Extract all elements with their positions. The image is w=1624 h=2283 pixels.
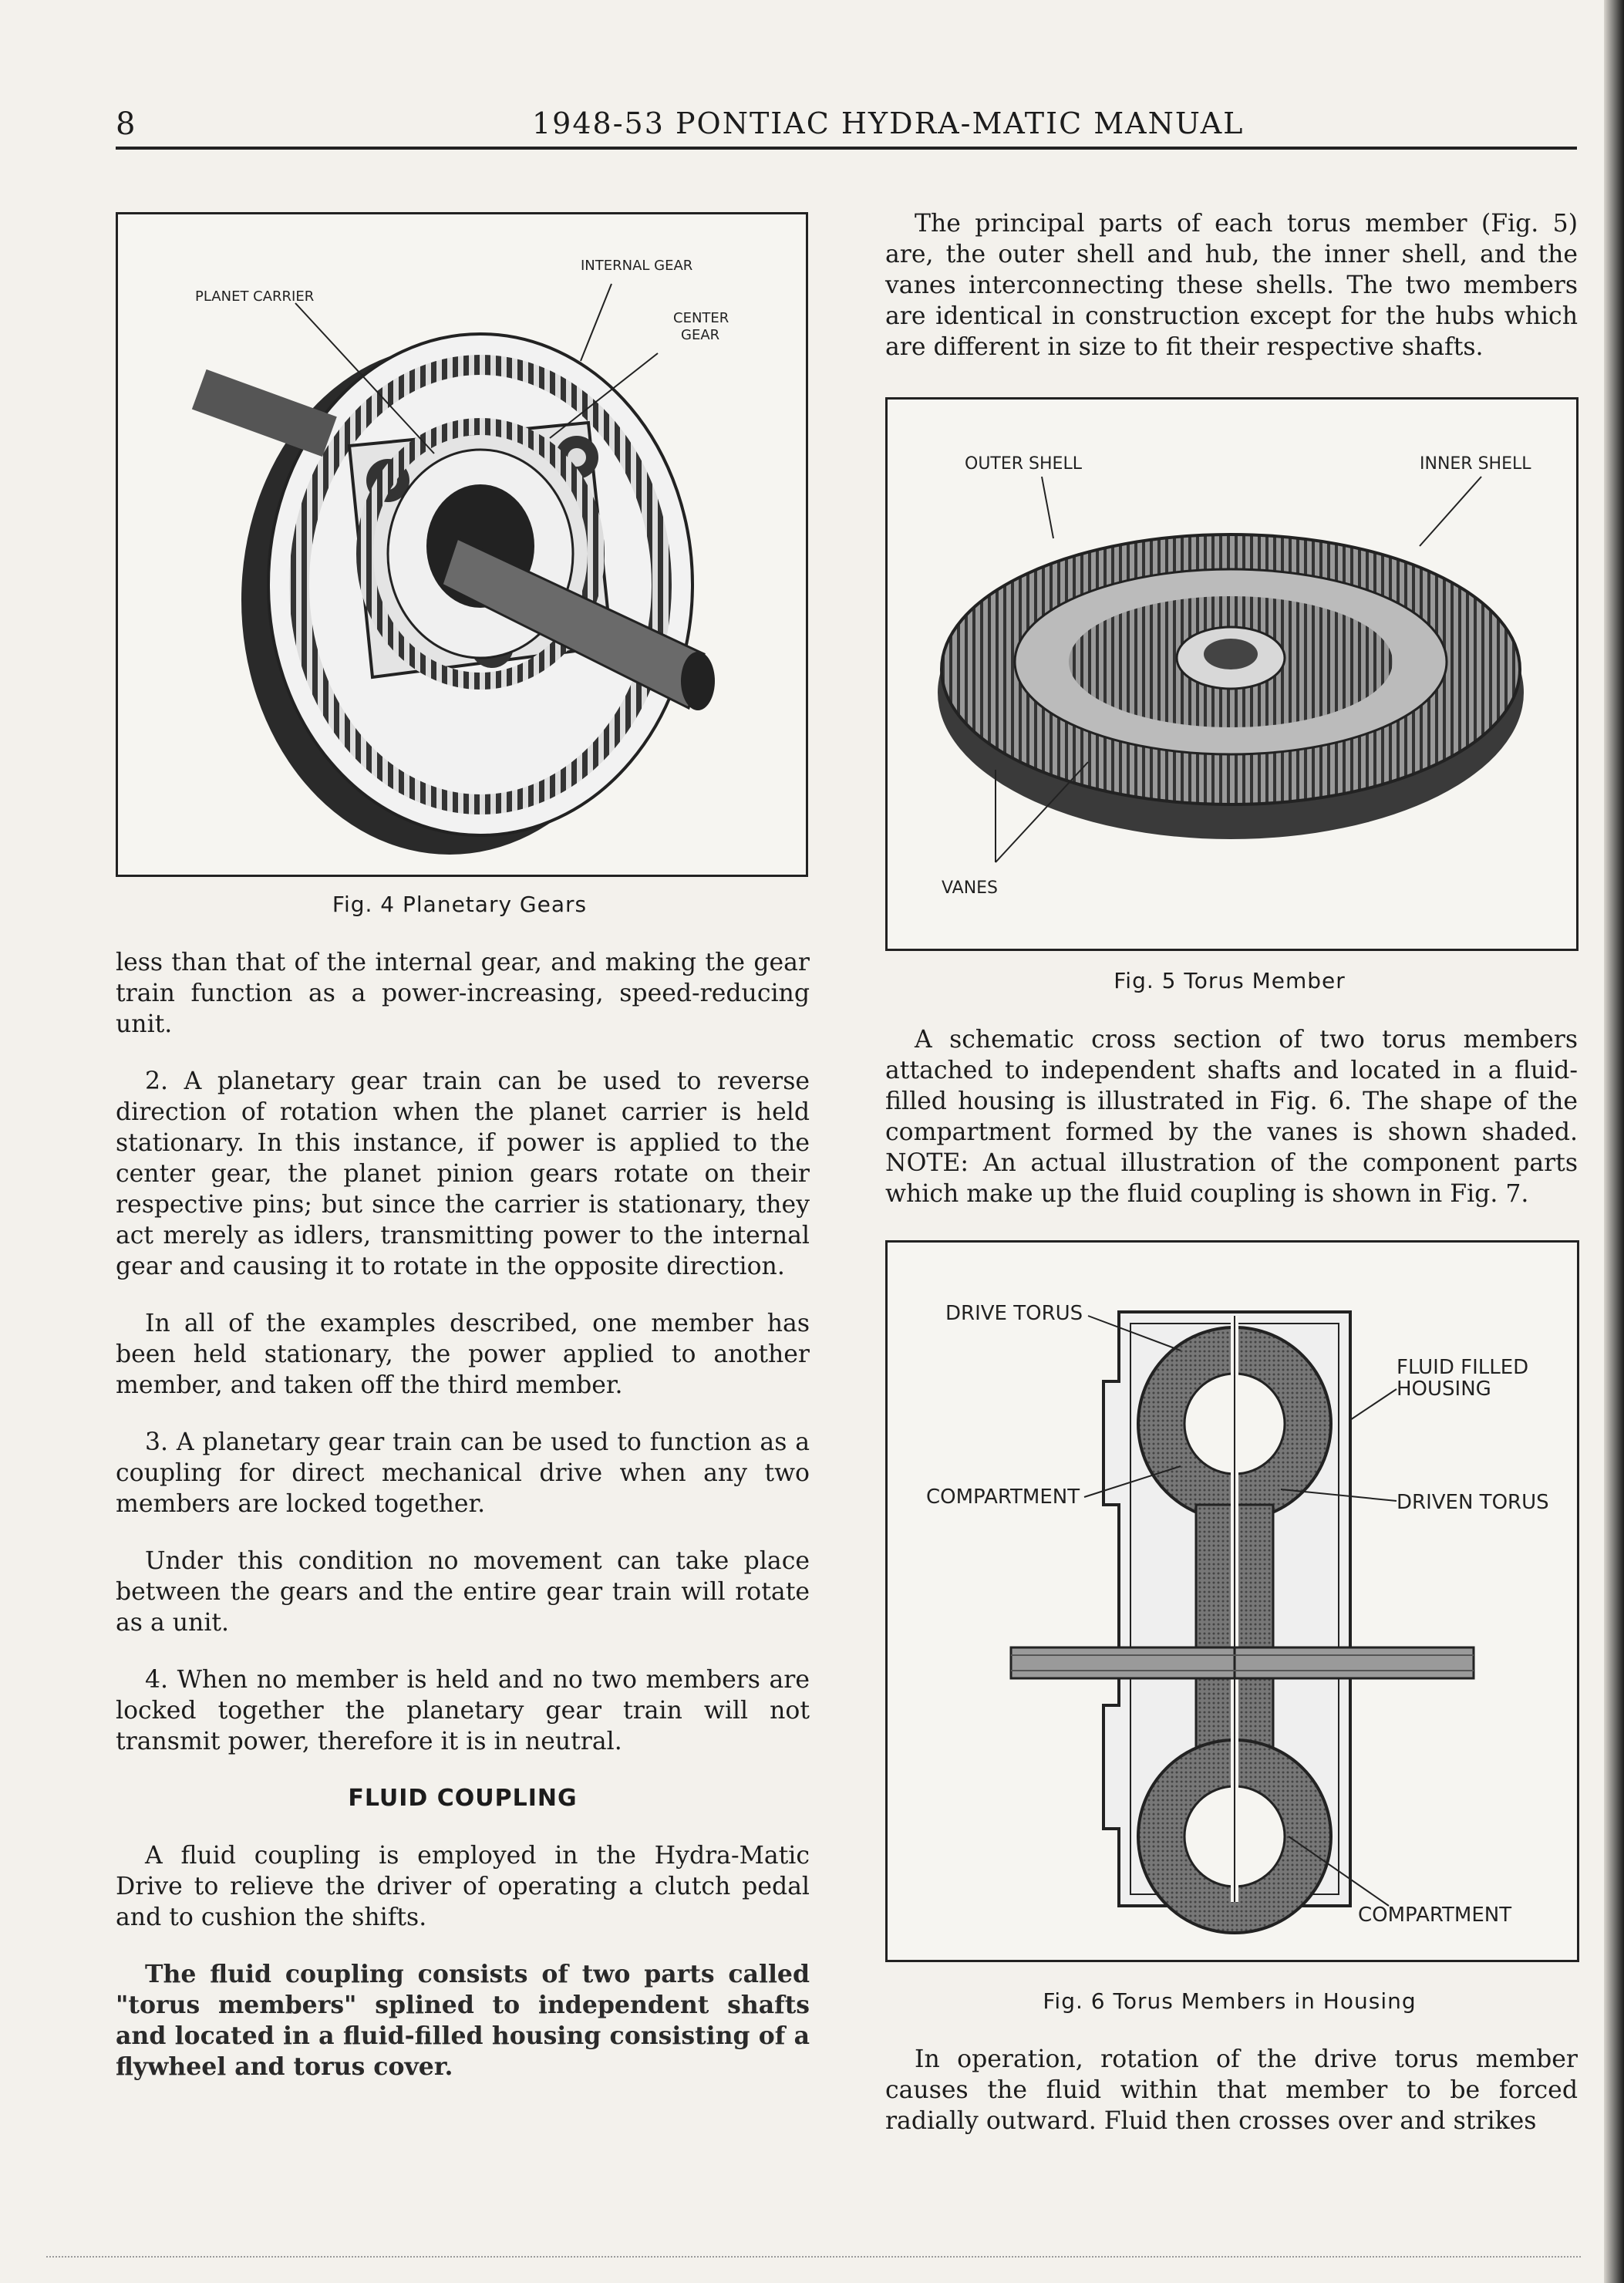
figure-caption-6: Fig. 6 Torus Members in Housing xyxy=(1043,1988,1417,2014)
right-column-top xyxy=(885,208,1578,389)
label-center-gear-line1: CENTER xyxy=(673,310,729,326)
paragraph: A schematic cross section of two torus members attached to independent shafts and located in a fluid-filled housing is illustrated in Fig. 6. The shape of the compartment formed by the vanes is shown shaded. NOTE: An actual illustration of the component parts which make up the fluid coupling is shown in Fig. 7. xyxy=(885,1026,1578,1208)
label-planet-carrier: PLANET CARRIER xyxy=(195,288,315,305)
page-header xyxy=(116,106,1573,145)
label-fluid-filled-line2: HOUSING xyxy=(1397,1378,1491,1401)
page-number: 8 xyxy=(116,106,136,142)
label-internal-gear: INTERNAL GEAR xyxy=(581,258,693,274)
label-compartment-bottom: COMPARTMENT xyxy=(1358,1904,1512,1927)
label-center-gear-line2: GEAR xyxy=(681,327,720,343)
label-vanes: VANES xyxy=(942,878,999,898)
figure-caption-4: Fig. 4 Planetary Gears xyxy=(332,892,588,917)
paragraph: The fluid coupling consists of two parts called "torus members" splined to independent shafts and located in a fluid-filled housing consisting of a flywheel and torus cover. xyxy=(116,1960,810,2081)
page-edge-shadow xyxy=(1604,0,1624,2283)
paragraph: Under this condition no movement can take place between the gears and the entire gear train will rotate as a unit. xyxy=(116,1547,810,1637)
figure-torus-member xyxy=(885,397,1579,951)
figure-torus-members-in-housing xyxy=(885,1240,1579,1962)
torus-member-illustration xyxy=(888,400,1576,949)
label-outer-shell: OUTER SHELL xyxy=(965,454,1082,474)
figure-caption-5: Fig. 5 Torus Member xyxy=(1114,968,1346,993)
figure-planetary-gears xyxy=(116,212,808,877)
label-inner-shell: INNER SHELL xyxy=(1420,454,1531,474)
section-heading: FLUID COUPLING xyxy=(348,1785,578,1812)
paragraph: 4. When no member is held and no two members are locked together the planetary gear train will not transmit power, therefore it is in neutral. xyxy=(116,1666,810,1755)
right-column-bottom xyxy=(885,2044,1578,2163)
left-column xyxy=(116,947,810,2109)
bottom-edge-dots xyxy=(46,2256,1581,2259)
header-rule xyxy=(116,147,1577,150)
planetary-gears-illustration xyxy=(118,214,806,875)
paragraph: The principal parts of each torus member (Fig. 5) are, the outer shell and hub, the inner shell, and the vanes interconnecting these shells. The two members are identical in construction except for the hubs which are different in size to fit their respective shafts. xyxy=(885,210,1578,361)
paragraph: In all of the examples described, one member has been held stationary, the power applied to another member, and taken off the third member. xyxy=(116,1310,810,1399)
label-compartment-top: COMPARTMENT xyxy=(926,1485,1080,1509)
paragraph: 3. A planetary gear train can be used to function as a coupling for direct mechanical drive when any two members are locked together. xyxy=(116,1428,810,1518)
paragraph: In operation, rotation of the drive torus member causes the fluid within that member to be forced radially outward. Fluid then crosses over and strikes xyxy=(885,2045,1578,2135)
paragraph: less than that of the internal gear, and making the gear train function as a power-increasing, speed-reducing unit. xyxy=(116,949,810,1038)
label-fluid-filled-line1: FLUID FILLED xyxy=(1397,1356,1529,1379)
paragraph: 2. A planetary gear train can be used to reverse direction of rotation when the planet carrier is held stationary. In this instance, if power is applied to the center gear, the planet pinion gears rotate on their respective pins; but since the carrier is stationary, they act merely as idlers, transmitting power to the internal gear and causing it to rotate in the opposite direction. xyxy=(116,1067,810,1280)
running-title: 1948-53 PONTIAC HYDRA-MATIC MANUAL xyxy=(532,106,1245,140)
paragraph: A fluid coupling is employed in the Hydra-Matic Drive to relieve the driver of operating a clutch pedal and to cushion the shifts. xyxy=(116,1842,810,1931)
right-column-middle xyxy=(885,1024,1578,1236)
torus-housing-diagram xyxy=(888,1243,1577,1960)
label-drive-torus: DRIVE TORUS xyxy=(945,1302,1083,1325)
label-driven-torus: DRIVEN TORUS xyxy=(1397,1491,1549,1514)
